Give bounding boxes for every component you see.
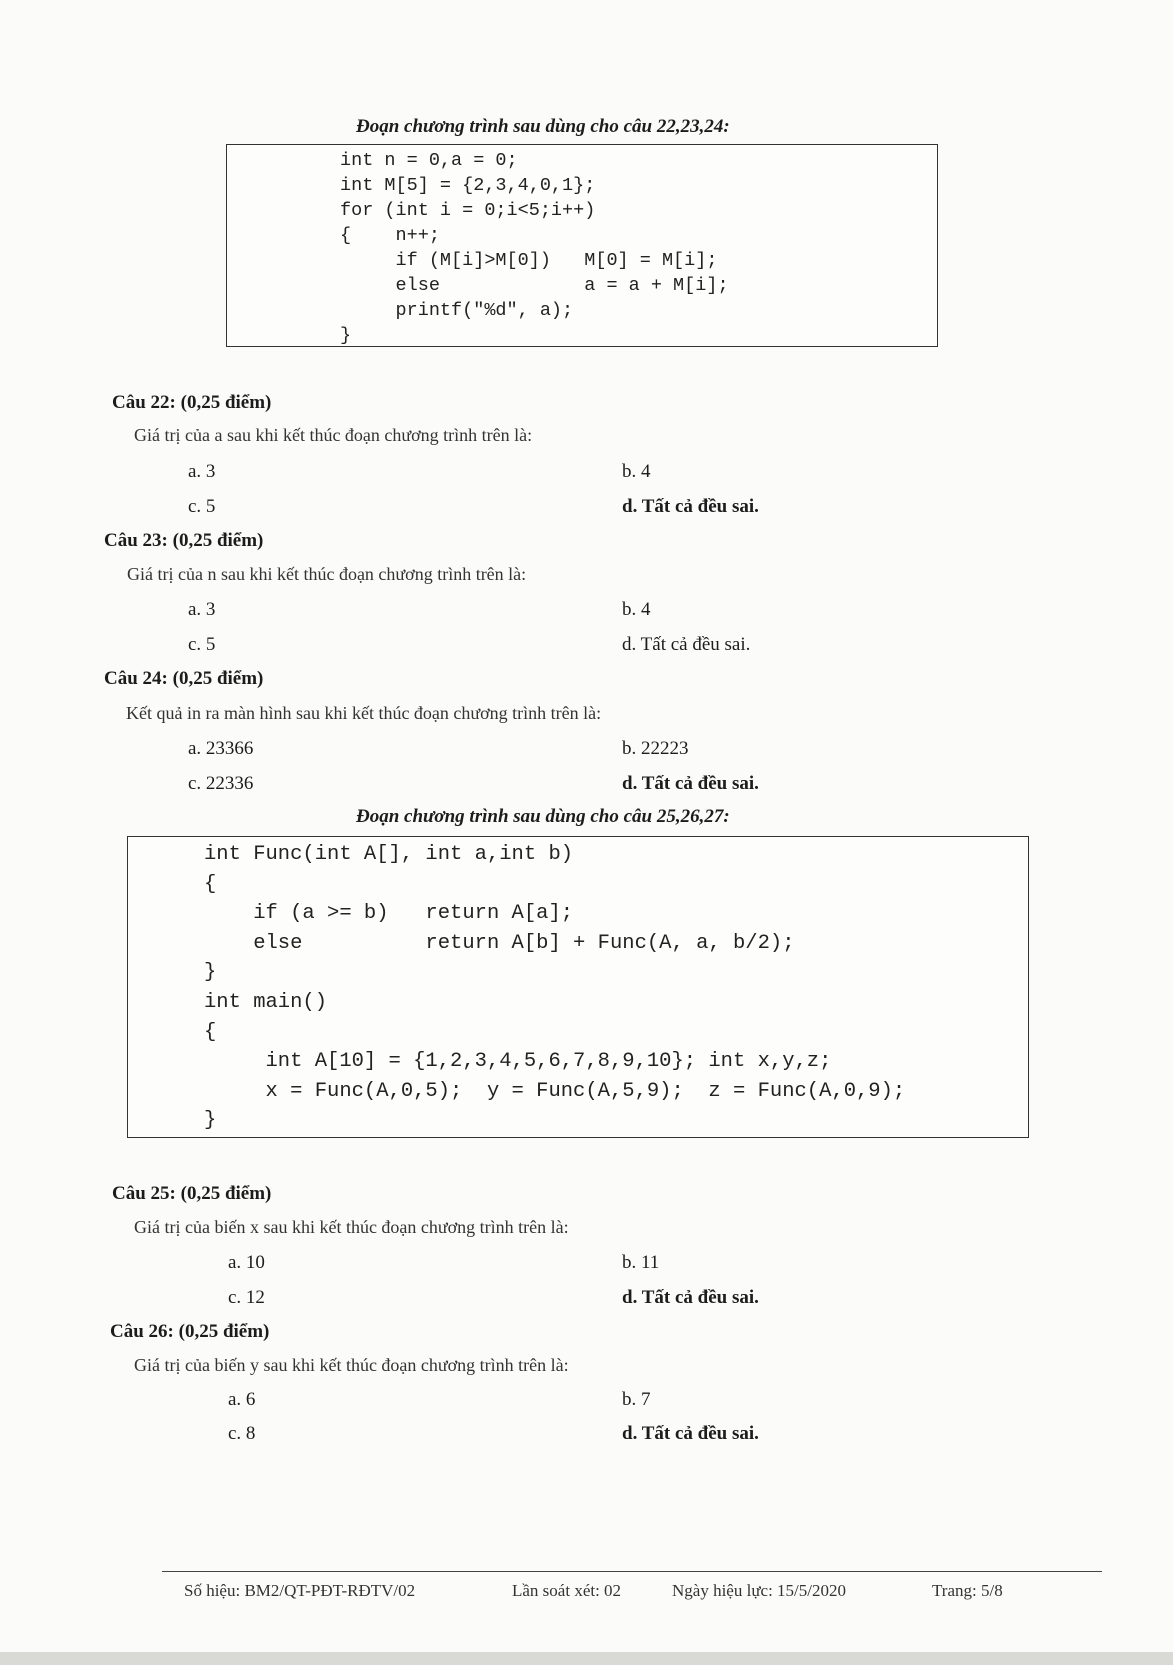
code-line: int main() (204, 990, 328, 1014)
code-line: else return A[b] + Func(A, a, b/2); (204, 931, 795, 955)
code-line: } (340, 325, 352, 346)
code-line: if (M[i]>M[0]) M[0] = M[i]; (340, 250, 718, 271)
code-block-1-heading: Đoạn chương trình sau dùng cho câu 22,23,24: (356, 116, 730, 137)
code-line: int A[10] = {1,2,3,4,5,6,7,8,9,10}; int x,y,z; (204, 1050, 832, 1074)
code-line: int n = 0,a = 0; (340, 150, 518, 171)
question-23-option-b: b. 4 (622, 599, 651, 620)
question-22-option-d: d. Tất cả đều sai. (622, 496, 759, 517)
footer-effective-date: Ngày hiệu lực: 15/5/2020 (672, 1581, 846, 1600)
footer-divider (162, 1571, 1102, 1572)
footer-revision: Lần soát xét: 02 (512, 1581, 622, 1600)
question-26-title: Câu 26: (0,25 điểm) (110, 1321, 270, 1342)
code-block-2-text (204, 840, 905, 1136)
code-line: if (a >= b) return A[a]; (204, 902, 574, 926)
code-line: int M[5] = {2,3,4,0,1}; (340, 175, 596, 196)
footer-document-code: Số hiệu: BM2/QT-PĐT-RĐTV/02 (184, 1581, 416, 1600)
question-26-option-c: c. 8 (228, 1423, 256, 1444)
question-23-option-a: a. 3 (188, 599, 216, 620)
question-25-option-c: c. 12 (228, 1287, 265, 1308)
question-24-option-c: c. 22336 (188, 773, 254, 794)
question-22-title: Câu 22: (0,25 điểm) (112, 392, 272, 413)
code-line: printf("%d", a); (340, 300, 574, 321)
question-25-prompt: Giá trị của biến x sau khi kết thúc đoạn chương trình trên là: (134, 1217, 569, 1237)
code-line: for (int i = 0;i<5;i++) (340, 200, 596, 221)
question-22-option-b: b. 4 (622, 461, 651, 482)
question-23-prompt: Giá trị của n sau khi kết thúc đoạn chương trình trên là: (127, 564, 527, 584)
question-24-title: Câu 24: (0,25 điểm) (104, 668, 264, 689)
scan-bottom-edge (0, 1652, 1173, 1665)
question-22-option-a: a. 3 (188, 461, 216, 482)
question-23-title: Câu 23: (0,25 điểm) (104, 530, 264, 551)
code-block-2-heading: Đoạn chương trình sau dùng cho câu 25,26,27: (356, 806, 730, 827)
question-24-option-d: d. Tất cả đều sai. (622, 773, 759, 794)
code-line: } (204, 961, 217, 985)
question-24-prompt: Kết quả in ra màn hình sau khi kết thúc đoạn chương trình trên là: (126, 703, 602, 723)
question-22-option-c: c. 5 (188, 496, 216, 517)
question-26-option-d: d. Tất cả đều sai. (622, 1423, 759, 1444)
question-26-option-a: a. 6 (228, 1389, 256, 1410)
code-line: else a = a + M[i]; (340, 275, 729, 296)
question-23-option-d: d. Tất cả đều sai. (622, 634, 751, 655)
question-22-prompt: Giá trị của a sau khi kết thúc đoạn chương trình trên là: (134, 425, 533, 445)
code-block-1-text (340, 148, 729, 348)
question-24-option-a: a. 23366 (188, 738, 254, 759)
question-23-option-c: c. 5 (188, 634, 216, 655)
code-line: } (204, 1109, 217, 1133)
code-line: { (204, 1020, 217, 1044)
code-line: int Func(int A[], int a,int b) (204, 843, 574, 866)
question-26-option-b: b. 7 (622, 1389, 651, 1410)
footer-page-number: Trang: 5/8 (932, 1581, 1003, 1600)
code-line: x = Func(A,0,5); y = Func(A,5,9); z = Func(A,0,9); (204, 1079, 906, 1103)
question-25-option-b: b. 11 (622, 1252, 660, 1273)
question-24-option-b: b. 22223 (622, 738, 689, 759)
code-line: { (204, 872, 217, 896)
question-25-option-d: d. Tất cả đều sai. (622, 1287, 759, 1308)
question-26-prompt: Giá trị của biến y sau khi kết thúc đoạn chương trình trên là: (134, 1355, 569, 1375)
question-25-option-a: a. 10 (228, 1252, 265, 1273)
code-line: { n++; (340, 225, 440, 246)
question-25-title: Câu 25: (0,25 điểm) (112, 1183, 272, 1204)
